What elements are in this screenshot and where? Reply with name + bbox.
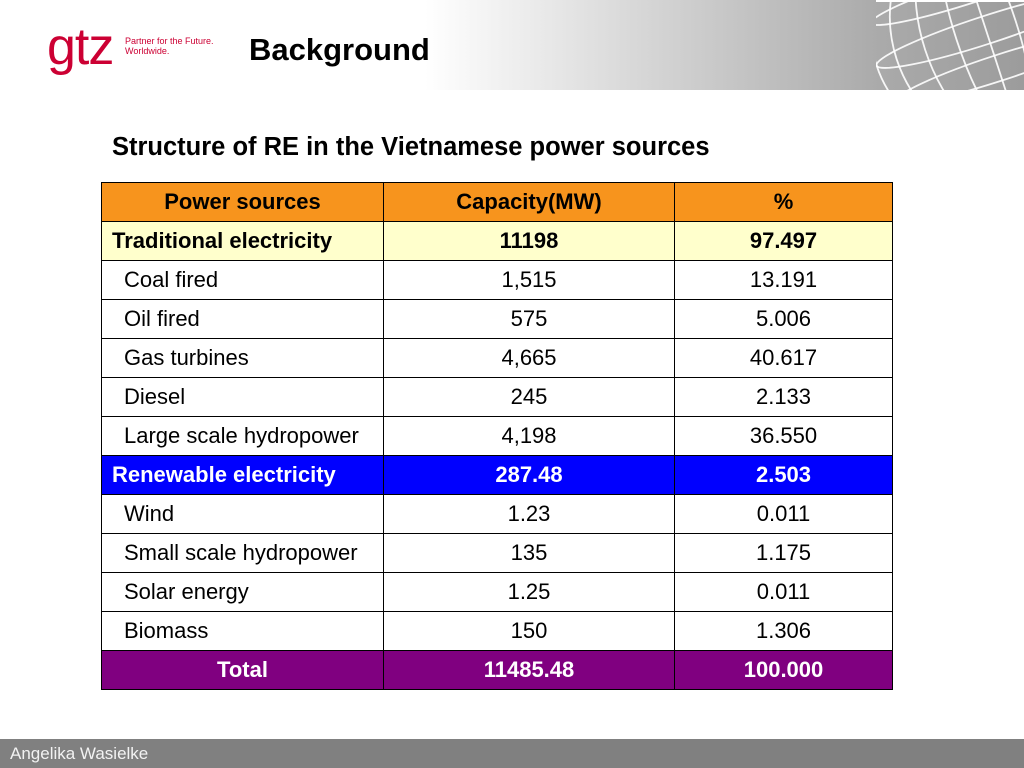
gtz-logo: gtz — [47, 18, 114, 76]
cell-percent: 97.497 — [675, 222, 893, 261]
cell-source: Renewable electricity — [102, 456, 384, 495]
table-row — [102, 339, 893, 378]
cell-percent: 2.133 — [675, 378, 893, 417]
cell-capacity: 1.25 — [384, 573, 675, 612]
column-header-power-sources: Power sources — [102, 183, 384, 222]
cell-source: Traditional electricity — [102, 222, 384, 261]
cell-capacity: 11485.48 — [384, 651, 675, 690]
cell-capacity: 287.48 — [384, 456, 675, 495]
slide-title: Background — [249, 32, 430, 67]
cell-capacity: 575 — [384, 300, 675, 339]
table-row — [102, 417, 893, 456]
cell-capacity: 4,665 — [384, 339, 675, 378]
table-row-renewable-electricity — [102, 456, 893, 495]
cell-capacity: 150 — [384, 612, 675, 651]
table-row — [102, 534, 893, 573]
cell-percent: 2.503 — [675, 456, 893, 495]
table-row — [102, 300, 893, 339]
cell-source: Large scale hydropower — [102, 417, 384, 456]
cell-percent: 100.000 — [675, 651, 893, 690]
cell-percent: 40.617 — [675, 339, 893, 378]
cell-source: Wind — [102, 495, 384, 534]
cell-source: Total — [102, 651, 384, 690]
cell-percent: 5.006 — [675, 300, 893, 339]
cell-source: Coal fired — [102, 261, 384, 300]
cell-percent: 36.550 — [675, 417, 893, 456]
cell-source: Biomass — [102, 612, 384, 651]
logo-tagline — [125, 36, 214, 56]
cell-capacity: 11198 — [384, 222, 675, 261]
cell-source: Solar energy — [102, 573, 384, 612]
table-row — [102, 612, 893, 651]
footer-author: Angelika Wasielke — [10, 744, 149, 763]
table-title: Structure of RE in the Vietnamese power sources — [112, 133, 710, 161]
cell-capacity: 1,515 — [384, 261, 675, 300]
table-row — [102, 378, 893, 417]
column-header-percent: % — [675, 183, 893, 222]
cell-percent: 0.011 — [675, 495, 893, 534]
logo-tagline-line: Worldwide. — [125, 46, 170, 56]
table-row — [102, 261, 893, 300]
logo-tagline-line: Partner for the Future. — [125, 36, 214, 46]
cell-capacity: 4,198 — [384, 417, 675, 456]
cell-source: Oil fired — [102, 300, 384, 339]
cell-percent: 13.191 — [675, 261, 893, 300]
cell-capacity: 245 — [384, 378, 675, 417]
cell-percent: 1.306 — [675, 612, 893, 651]
globe-icon — [876, 0, 1024, 90]
table-row — [102, 495, 893, 534]
cell-source: Small scale hydropower — [102, 534, 384, 573]
column-header-capacity: Capacity(MW) — [384, 183, 675, 222]
cell-source: Gas turbines — [102, 339, 384, 378]
cell-capacity: 1.23 — [384, 495, 675, 534]
footer-bar — [0, 739, 1024, 768]
cell-percent: 0.011 — [675, 573, 893, 612]
cell-capacity: 135 — [384, 534, 675, 573]
power-sources-table — [101, 182, 893, 690]
cell-source: Diesel — [102, 378, 384, 417]
cell-percent: 1.175 — [675, 534, 893, 573]
table-row-total — [102, 651, 893, 690]
table-header-row — [102, 183, 893, 222]
table-row — [102, 573, 893, 612]
table-row-traditional-electricity — [102, 222, 893, 261]
